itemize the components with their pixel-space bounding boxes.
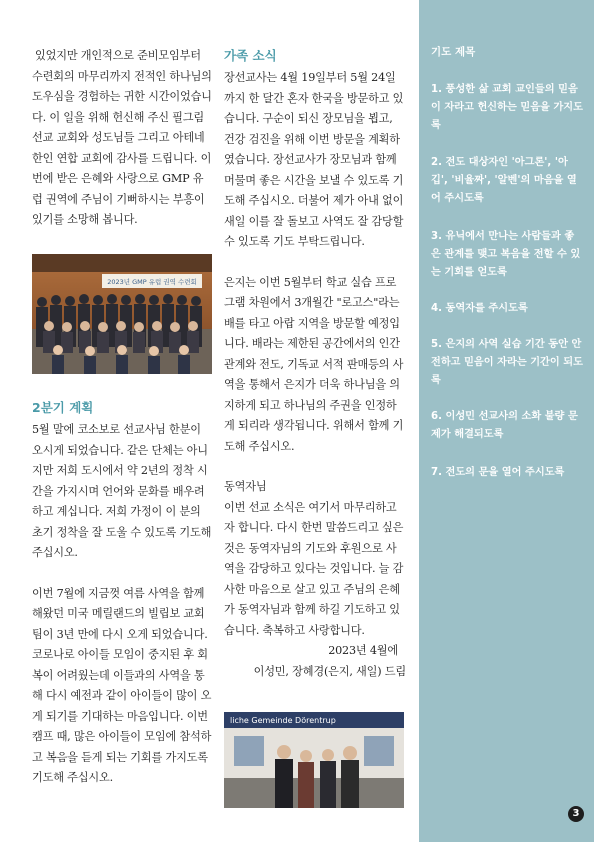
quarter-plan-heading: 2분기 계획 bbox=[32, 400, 94, 415]
page-number: 3 bbox=[568, 806, 584, 822]
wife-visit-paragraph: 장선교사는 4월 19일부터 5월 24일까지 한 달간 혼자 한국을 방문하고 있습니다. 구순이 되신 장모님을 뵙고, 건강 검진을 위해 이번 방문을 계획하였습니다. 장선교사가 장모님과 함께 머물며 좋은 시간을 보낼 수 있도록 기도해 주십시오. 더불어 제가 아내 없이 새일 이를 잘 돌보고 사역도 잘 감당할 수 있도록 기도 부탁드립니다. bbox=[224, 71, 404, 248]
letter-date: 2023년 4월에 bbox=[328, 644, 398, 657]
family-photo bbox=[224, 712, 404, 808]
letter-signature: 이성민, 장혜경(은지, 새일) 드림 bbox=[253, 664, 406, 678]
church-sign-text: liche Gemeinde Dörentrup bbox=[230, 716, 336, 725]
prayer-title: 기도 제목 bbox=[431, 46, 476, 58]
prayer-item-7: 7. 전도의 문을 열어 주시도록 bbox=[431, 467, 565, 478]
prayer-item-4: 4. 동역자를 주시도록 bbox=[431, 303, 528, 314]
family-news-section bbox=[224, 46, 406, 682]
partners-heading: 동역자님 bbox=[224, 480, 267, 493]
retreat-paragraph: 있었지만 개인적으로 준비모임부터 수련회의 마무리까지 전적인 하나님의 도우심을 경험하는 귀한 시간이었습니다. 이 일을 위해 헌신해 주신 필그림 선교 교회와 성도님들 그리고 아테네 한인 연합 교회에 감사를 드립니다. 이번에 받은 은혜와 사랑으로 GMP 유럽 권역에 주님이 기뻐하시는 부흥이 있기를 소망해 봅니다. bbox=[32, 49, 212, 226]
closing-paragraph: 이번 선교 소식은 여기서 마무리하고자 합니다. 다시 한번 말씀드리고 싶은 것은 동역자님의 기도와 후원으로 사역을 감당하고 있다는 것입니다. 늘 감사한 마음으로 살고 있고 주님의 은혜가 동역자님과 함께 하길 기도하고 있습니다. 축복하고 사랑합니다. bbox=[224, 500, 404, 637]
group-photo bbox=[32, 254, 212, 374]
kosovo-paragraph: 5월 말에 코소보로 선교사님 한분이 오시게 되었습니다. 같은 단체는 아니지만 저희 도시에서 약 2년의 정착 시간을 가지시며 언어와 문화를 배우려 하고 계십니다. 저희 가정이 이 분의 초기 정착을 잘 도울 수 있도록 기도해 주십시오. bbox=[32, 423, 212, 559]
prayer-sidebar bbox=[419, 0, 594, 842]
family-news-heading: 가족 소식 bbox=[224, 48, 277, 63]
summer-team-paragraph: 이번 7월에 지금껏 여름 사역을 함께 해왔던 미국 메릴랜드의 빌립보 교회 팀이 3년 만에 다시 오게 되었습니다. 코로나로 아이들 모임이 중지된 후 회복이 어려웠는데 이들과의 사역을 통해 다시 예전과 같이 아이들이 많이 오게 되기를 기대하는 마음입니다. 이번 캠프 때, 많은 아이들이 모임에 참석하고 복음을 듣게 되는 기회를 가지도록 기도해 주십시오. bbox=[32, 586, 212, 784]
quarter-plan-section bbox=[32, 398, 212, 789]
prayer-item-2: 2. 전도 대상자인 '아그론', '아깁', '비율짜', '알벤'의 마음을 열어 주시도록 bbox=[431, 157, 577, 204]
left-column bbox=[32, 46, 212, 231]
eunji-paragraph: 은지는 이번 5월부터 학교 실습 프로그램 차원에서 3개월간 "로고스"라는 배를 타고 아랍 지역을 방문할 예정입니다. 배라는 제한된 공간에서의 인간관계와 전도, 기독교 서적 판매등의 사역을 통해서 은지가 더욱 하나님을 의지하게 되고 하나님의 주권을 인정하게 되리라 생각됩니다. 위해서 함께 기도해 주십시오. bbox=[224, 275, 404, 453]
prayer-item-5: 5. 은지의 사역 실습 기간 동안 안전하고 믿음이 자라는 기간이 되도록 bbox=[431, 339, 583, 386]
prayer-item-1: 1. 풍성한 삶 교회 교인들의 믿음이 자라고 헌신하는 믿음을 가지도록 bbox=[431, 84, 583, 131]
prayer-item-6: 6. 이성민 선교사의 소화 불량 문제가 해결되도록 bbox=[431, 411, 578, 440]
prayer-item-3: 3. 유닉에서 만나는 사람들과 좋은 관계를 맺고 복음을 전할 수 있는 기회를 얻도록 bbox=[431, 231, 581, 278]
banner-text: 2023년 GMP 유럽 권역 수련회 bbox=[107, 278, 197, 286]
